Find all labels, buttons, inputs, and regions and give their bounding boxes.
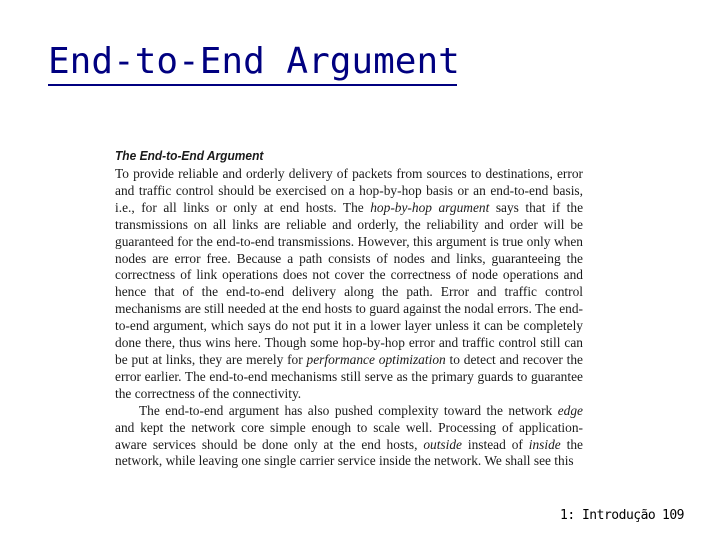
paragraph-text: and kept the network core simple enough to scale well. Processing of application-aware services should be done only at the end hosts, bbox=[115, 419, 583, 452]
title-underline bbox=[48, 84, 457, 86]
emphasis-term: hop-by-hop argument bbox=[370, 199, 490, 215]
excerpt-paragraph-2 bbox=[115, 403, 583, 471]
excerpt-paragraph-1 bbox=[115, 166, 583, 403]
paragraph-text: The end-to-end argument has also pushed complexity toward the network bbox=[139, 402, 558, 418]
paragraph-text: instead of bbox=[462, 436, 529, 452]
paragraph-text: the network, while leaving one single carrier service inside the network. We shall see this bbox=[115, 436, 583, 469]
paragraph-text: says that if the transmissions on all links are reliable and orderly, the reliability and order will be guaranteed for the end-to-end transmissions. However, this argument is true only when nodes are error free. Because a path consists of nodes and links, guaranteeing the correctness of link operations does not cover the correctness of node operations and hence that of the end-to-end delivery along the path. Error and traffic control mechanisms are still needed at the end hosts to guard against the nodal errors. The end-to-end argument, which says do not put it in a lower layer unless it can be completely done there, thus wins here. Though some hop-by-hop error and traffic control still can be put at links, they are merely for bbox=[115, 199, 583, 367]
slide-title: End-to-End Argument bbox=[48, 41, 460, 82]
excerpt-heading: The End-to-End Argument bbox=[115, 148, 264, 163]
book-excerpt bbox=[115, 147, 583, 477]
footer-chapter-label: 1: Introdução bbox=[560, 508, 656, 523]
emphasis-term: edge bbox=[557, 402, 583, 418]
emphasis-term: inside bbox=[528, 436, 561, 452]
paragraph-text: To provide reliable and orderly delivery of packets from sources to destinations, error and traffic control should be exercised on a hop-by-hop basis or an end-to-end basis, i.e., for all links or only at end hosts. The bbox=[115, 166, 583, 215]
emphasis-term: outside bbox=[423, 436, 462, 452]
emphasis-term: performance optimization bbox=[306, 351, 446, 367]
footer-page-number: 109 bbox=[662, 508, 684, 523]
paragraph-text: to detect and recover the error earlier. The end-to-end mechanisms still serve as the primary guards to guarantee the correctness of the connectivity. bbox=[115, 351, 583, 401]
